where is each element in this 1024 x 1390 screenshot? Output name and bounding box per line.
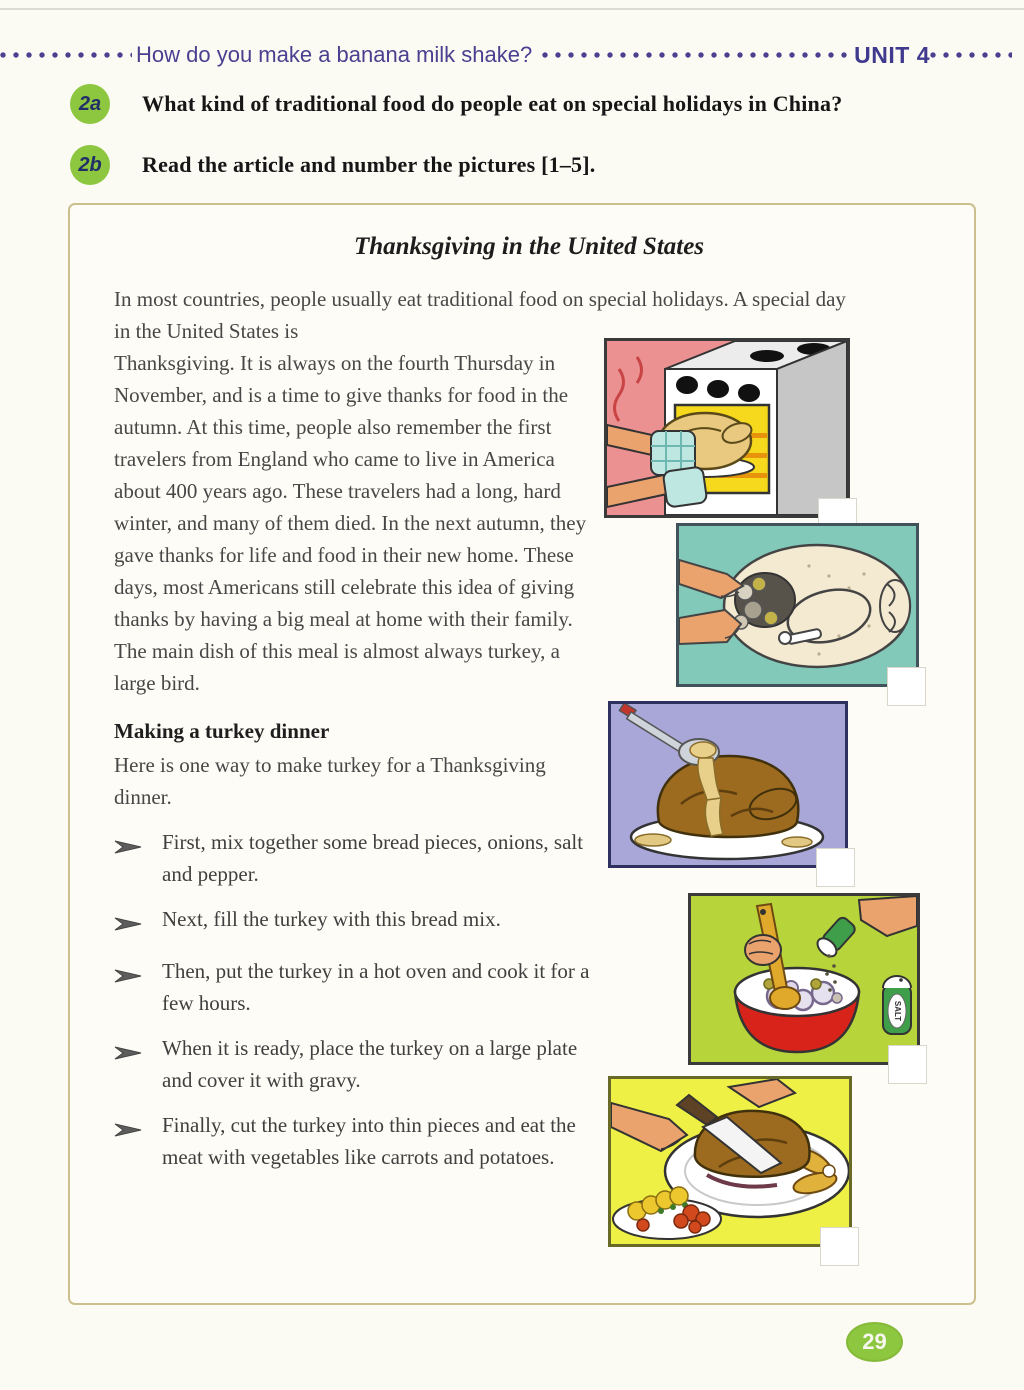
dotted-leader-left bbox=[0, 52, 132, 58]
task-instruction-2a: What kind of traditional food do people eat on special holidays in China? bbox=[142, 91, 843, 116]
steps-list bbox=[114, 826, 606, 1173]
lesson-title: How do you make a banana milk shake? bbox=[136, 42, 533, 67]
step-text: When it is ready, place the turkey on a large plate and cover it with gravy. bbox=[162, 1036, 578, 1092]
page-header bbox=[0, 40, 1012, 70]
picture-covering-turkey-with-gravy bbox=[608, 701, 848, 868]
unit-label: UNIT 4 bbox=[854, 41, 930, 68]
task-row-2b bbox=[70, 145, 595, 185]
article-box bbox=[68, 203, 976, 1305]
step-text: First, mix together some bread pieces, onions, salt and pepper. bbox=[162, 830, 584, 886]
answer-box-3[interactable] bbox=[816, 848, 855, 887]
dotted-leader-right bbox=[930, 52, 1012, 58]
answer-box-4[interactable] bbox=[888, 1045, 927, 1084]
oven-illustration bbox=[607, 341, 847, 515]
picture-filling-turkey-with-bread-mix bbox=[676, 523, 919, 687]
task-instruction-2b: Read the article and number the pictures [1–5]. bbox=[142, 152, 596, 177]
picture-cutting-turkey-into-pieces bbox=[608, 1076, 852, 1247]
step-item-2 bbox=[114, 903, 606, 942]
scan-artifact-line bbox=[0, 8, 1024, 10]
making-turkey-dinner-heading: Making a turkey dinner bbox=[114, 719, 330, 743]
mixing-illustration bbox=[691, 896, 917, 1062]
article-intro: In most countries, people usually eat traditional food on special holidays. A special day in the United States is bbox=[114, 287, 846, 343]
page-number-badge: 29 bbox=[846, 1322, 903, 1362]
arrow-bullet-icon bbox=[114, 955, 144, 1019]
arrow-bullet-icon bbox=[114, 1109, 144, 1173]
arrow-bullet-icon bbox=[114, 1032, 144, 1096]
task-row-2a bbox=[70, 84, 842, 124]
step-item-3 bbox=[114, 955, 606, 1019]
task-badge-2a: 2a bbox=[70, 84, 110, 124]
task-badge-2b: 2b bbox=[70, 145, 110, 185]
article-subintro: Here is one way to make turkey for a Thanksgiving dinner. bbox=[114, 753, 546, 809]
arrow-bullet-icon bbox=[114, 826, 144, 890]
gravy-illustration bbox=[611, 704, 845, 865]
step-item-1 bbox=[114, 826, 606, 890]
step-text: Next, fill the turkey with this bread mix. bbox=[162, 907, 501, 931]
article-title: Thanksgiving in the United States bbox=[353, 233, 705, 260]
answer-box-5[interactable] bbox=[820, 1227, 859, 1266]
article-body: Thanksgiving. It is always on the fourth Thursday in November, and is a time to give thanks for food in the autumn. At this time, people also remember the first travelers from England who came to live in America about 400 years ago. These travelers had a long, hard winter, and many of them died. In the next autumn, they gave thanks for life and food in their new home. These days, most Americans still celebrate this idea of giving thanks by having a big meal at home with their family. The main dish of this meal is almost always turkey, a large bird. bbox=[114, 351, 587, 695]
picture-putting-turkey-into-oven bbox=[604, 338, 850, 518]
carving-illustration bbox=[611, 1079, 849, 1244]
answer-box-2[interactable] bbox=[887, 667, 926, 706]
step-item-4 bbox=[114, 1032, 606, 1096]
dotted-leader-middle bbox=[542, 52, 848, 58]
picture-mixing-bread-onions-salt-pepper bbox=[688, 893, 920, 1065]
step-item-5 bbox=[114, 1109, 606, 1173]
step-text: Finally, cut the turkey into thin pieces and eat the meat with vegetables like carrots and potatoes. bbox=[162, 1113, 576, 1169]
arrow-bullet-icon bbox=[114, 903, 144, 942]
stuffing-illustration bbox=[679, 526, 916, 684]
step-text: Then, put the turkey in a hot oven and cook it for a few hours. bbox=[162, 959, 590, 1015]
salt-shaker-label: SALT bbox=[892, 1000, 902, 1022]
